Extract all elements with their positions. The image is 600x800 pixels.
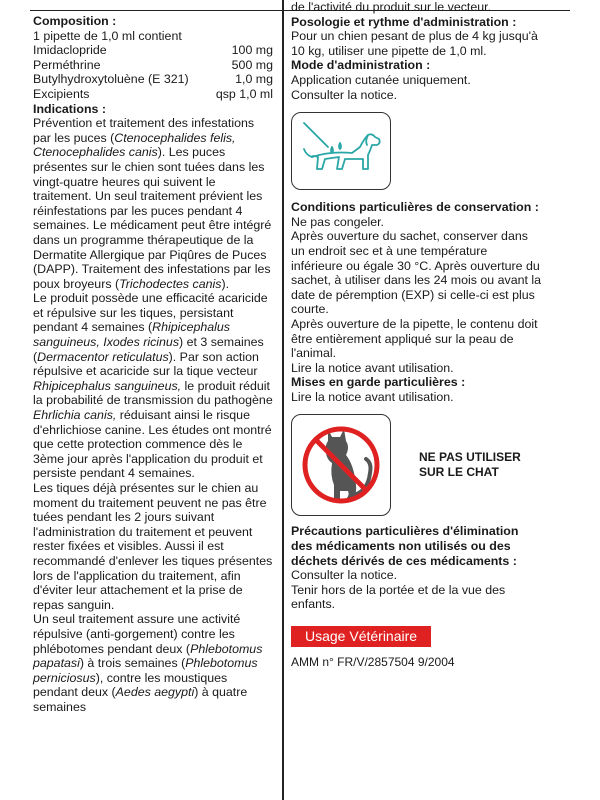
warnings-heading: Mises en garde particulières : [291, 375, 466, 390]
indications-paragraph-1 [33, 116, 273, 291]
mode-line: Consulter la notice. [291, 87, 398, 102]
ingredient-amount: 500 mg [231, 57, 273, 72]
composition-intro: 1 pipette de 1,0 ml contient [33, 28, 182, 43]
ingredient-name: Excipients [33, 86, 90, 101]
posology-text: Pour un chien pesant de plus de 4 kg jusqu'à 10 kg, utiliser une pipette de 1,0 ml. [291, 29, 538, 58]
storage-line: Ne pas congeler. [291, 214, 384, 229]
indications-paragraph-3: Les tiques déjà présentes sur le chien au moment du traitement peuvent ne pas être tuées pendant les 2 jours suivant l'administration du traitement et peuvent rester fixées et visibles. Aussi il est recommandé d'enlever les tiques présentes lors de l'application du traitement, afin d'éviter leur attachement et la prise de repas sanguin. [33, 481, 273, 612]
species-name: Rhipicephalus sanguineus, [33, 378, 182, 393]
veterinary-use-badge: Usage Vétérinaire [291, 626, 431, 647]
storage-line: Après ouverture du sachet, conserver dans un endroit sec et à une température inférieure ou égale 30 °C. Après ouverture du sachet, à utiliser dans les 24 mois ou avant la date de péremption (EXP) si celle-ci est plus courte. [291, 229, 542, 317]
species-name: Trichodectes canis [119, 276, 222, 291]
text-run: Le produit possède une efficacité acaricide et répulsive sur les tiques, persistant pendant 4 semaines ( [33, 291, 268, 335]
composition-row [33, 87, 273, 102]
ingredient-name: Imidaclopride [33, 43, 107, 58]
disposal-line: Consulter la notice. [291, 568, 398, 583]
ingredient-amount: 100 mg [231, 43, 273, 58]
indications-paragraph-2 [33, 291, 273, 481]
dog-application-pictogram [291, 112, 391, 190]
disposal-line: Tenir hors de la portée et de la vue des enfants. [291, 582, 506, 612]
composition-row [33, 58, 273, 73]
text-run: ) et 3 semaines ( [33, 335, 264, 364]
text-run: ), contre les moustiques pendant deux ( [33, 670, 228, 700]
ingredient-name: Butylhydroxytoluène (E 321) [33, 72, 189, 87]
species-name: Ehrlichia canis, [33, 408, 117, 423]
storage-line: Après ouverture de la pipette, le contenu doit être entièrement appliqué sur la peau de l'animal. [291, 316, 538, 361]
storage-line: Lire la notice avant utilisation. [291, 360, 454, 375]
text-run: ) à trois semaines ( [79, 656, 186, 671]
composition-heading: Composition : [33, 14, 117, 28]
cat-warning-text [419, 450, 521, 480]
ingredient-amount: 1,0 mg [235, 72, 273, 87]
posology-heading: Posologie et rythme d'administration : [291, 14, 517, 29]
species-name: Aedes aegypti [115, 685, 195, 700]
cat-pictogram [291, 414, 391, 516]
indications-heading: Indications : [33, 101, 106, 116]
mode-heading: Mode d'administration : [291, 58, 431, 73]
composition-row [33, 43, 273, 58]
text-run: réduisant ainsi le risque d'ehrlichiose canine. Les études ont montré que cette protection commence dès le 3ème jour après l'application du produit et persiste pendant 4 semaines. [33, 408, 272, 481]
text-run: Prévention et traitement des infestations par les puces ( [33, 116, 255, 145]
species-name: Dermacentor reticulatus [37, 349, 169, 364]
ingredient-amount: qsp 1,0 ml [215, 86, 273, 101]
text-run: Un seul traitement assure une activité répulsive (anti-gorgement) contre les phlébotomes pendant deux ( [33, 612, 241, 656]
composition-row [33, 72, 273, 87]
ingredient-name: Perméthrine [33, 57, 101, 72]
text-run: le produit réduit la probabilité de transmission du pathogène [33, 378, 273, 408]
species-name: Phlebotomus papatasi [33, 641, 263, 671]
text-run: ) à quatre semaines [33, 685, 248, 714]
warnings-text: Lire la notice avant utilisation. [291, 389, 454, 404]
right-column [291, 0, 541, 669]
storage-heading: Conditions particulières de conservation : [291, 200, 539, 215]
indications-paragraph-4 [33, 612, 273, 714]
no-cat-icon [292, 415, 390, 515]
species-name: Phlebotomus perniciosus [33, 656, 258, 685]
composition-table [33, 43, 273, 101]
marketing-authorisation-number: AMM n° FR/V/2857504 9/2004 [291, 654, 455, 669]
text-run: ). Les puces présentes sur le chien sont tuées dans les vingt-quatre heures qui suivent le traitement. Un seul traitement prévient les réinfestations par les puces pendant 4 semaines. Le médicament peut être intégré dans un programme thérapeutique de la Dermatite Allergique par Piqûres de Puces (DAPP). Traitement des infestations par les poux broyeurs ( [33, 145, 272, 291]
text-run: ). Par son action répulsive et acaricide sur la tique vecteur [33, 349, 259, 379]
disposal-heading: Précautions particulières d'élimination des médicaments non utilisés ou des déchets dérivés de ces médicaments : [291, 524, 519, 568]
dog-spot-on-icon [292, 113, 390, 189]
cat-warning-line: SUR LE CHAT [419, 465, 499, 480]
continued-text: de l'activité du produit sur le vecteur. [291, 0, 492, 14]
mode-line: Application cutanée uniquement. [291, 72, 471, 87]
cat-warning-line: NE PAS UTILISER [419, 450, 521, 465]
left-column [33, 14, 273, 715]
text-run: ). [221, 276, 230, 291]
species-name: Ctenocephalides felis, Ctenocephalides canis [33, 130, 236, 160]
cat-warning [291, 414, 541, 516]
species-name: Rhipicephalus sanguineus, Ixodes ricinus [33, 320, 231, 350]
column-divider [282, 0, 284, 800]
